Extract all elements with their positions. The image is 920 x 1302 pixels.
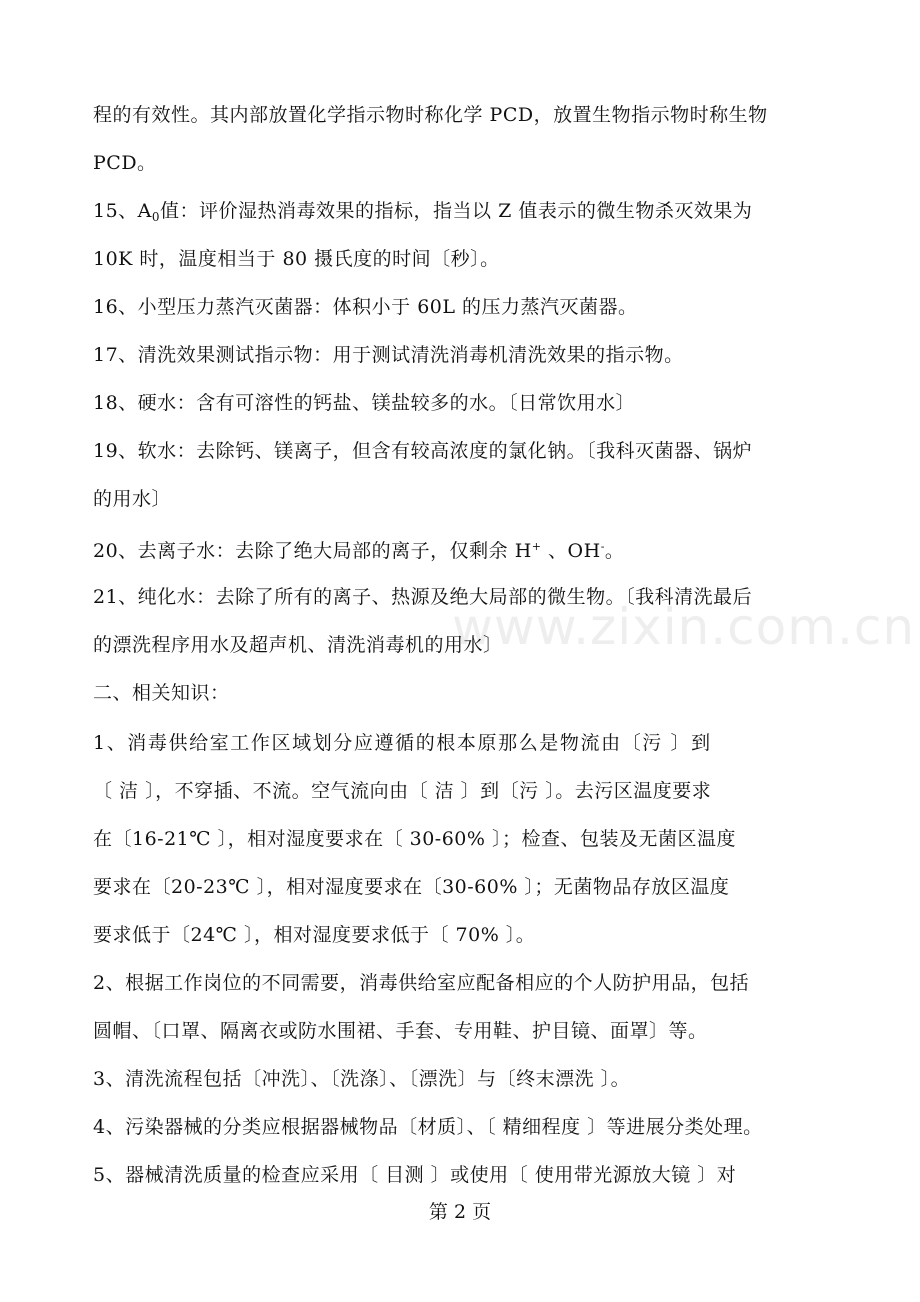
superscript: + bbox=[531, 540, 542, 553]
text-line: PCD。 bbox=[93, 152, 157, 174]
text-line: 21、纯化水：去除了所有的离子、热源及绝大局部的微生物。〔我科清洗最后 bbox=[93, 586, 753, 608]
text-line: 18、硬水：含有可溶性的钙盐、镁盐较多的水。〔日常饮用水〕 bbox=[93, 392, 636, 414]
text-line: 19、软水：去除钙、镁离子，但含有较高浓度的氯化钠。〔我科灭菌器、锅炉 bbox=[93, 440, 753, 462]
text-line: 要求低于〔24℃ 〕，相对湿度要求低于〔 70% 〕。 bbox=[93, 924, 536, 946]
text-run: 值：评价湿热消毒效果的指标，指当以 Z 值表示的微生物杀灭效果为 bbox=[160, 200, 753, 222]
text-run: 、OH bbox=[541, 540, 601, 562]
superscript: - bbox=[600, 540, 605, 553]
section-heading: 二、相关知识： bbox=[93, 682, 230, 704]
text-line: 10K 时，温度相当于 80 摄氏度的时间〔秒〕。 bbox=[93, 248, 500, 270]
text-line: 5、器械清洗质量的检查应采用〔 目测 〕或使用〔 使用带光源放大镜 〕对 bbox=[93, 1164, 737, 1186]
text-line: 1、消毒供给室工作区域划分应遵循的根本原那么是物流由〔污 〕到 bbox=[93, 732, 712, 754]
text-line: 〔 洁 〕，不穿插、不流。空气流向由〔 洁 〕到〔污 〕。去污区温度要求 bbox=[93, 780, 712, 802]
text-line: 要求在〔20-23℃ 〕，相对湿度要求在〔30-60% 〕；无菌物品存放区温度 bbox=[93, 876, 730, 898]
text-line: 4、污染器械的分类应根据器械物品〔材质〕、〔 精细程度 〕等进展分类处理。 bbox=[93, 1116, 763, 1138]
text-line bbox=[93, 198, 860, 230]
text-run: 20、去离子水：去除了绝大局部的离子，仅剩余 H bbox=[93, 540, 532, 562]
text-line: 2、根据工作岗位的不同需要，消毒供给室应配备相应的个人防护用品，包括 bbox=[93, 972, 750, 994]
watermark-text: www.zixin.com.cn bbox=[452, 598, 916, 656]
text-run: 15、A bbox=[93, 200, 152, 222]
text-line: 的漂洗程序用水及超声机、清洗消毒机的用水〕 bbox=[93, 634, 503, 656]
text-line: 在〔16-21℃ 〕，相对湿度要求在〔 30-60% 〕；检查、包装及无菌区温度 bbox=[93, 828, 736, 850]
text-line: 程的有效性。其内部放置化学指示物时称化学 PCD，放置生物指示物时称生物 bbox=[93, 104, 768, 126]
text-line: 圆帽、〔口罩、隔离衣或防水围裙、手套、专用鞋、护目镜、面罩〕等。 bbox=[93, 1020, 708, 1042]
text-run: 。 bbox=[604, 540, 625, 562]
text-line: 的用水〕 bbox=[93, 488, 172, 510]
text-line bbox=[93, 534, 860, 564]
text-line: 3、清洗流程包括〔冲洗〕、〔洗涤〕、〔漂洗〕与〔终末漂洗 〕。 bbox=[93, 1068, 631, 1090]
page-number: 第 2 页 bbox=[428, 1201, 492, 1223]
subscript: 0 bbox=[151, 210, 161, 224]
text-line: 17、清洗效果测试指示物：用于测试清洗消毒机清洗效果的指示物。 bbox=[93, 344, 684, 366]
text-line: 16、小型压力蒸汽灭菌器：体积小于 60L 的压力蒸汽灭菌器。 bbox=[93, 296, 638, 318]
